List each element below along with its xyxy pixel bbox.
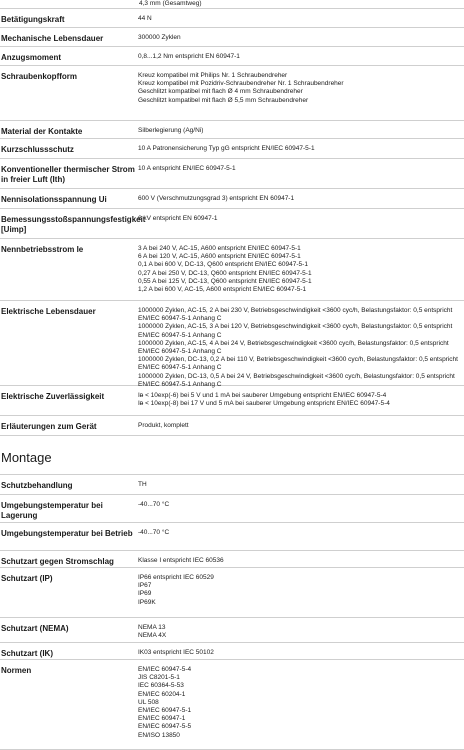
spec-label: Konventioneller thermischer Strom in freier Luft (Ith)	[1, 165, 135, 184]
spec-row	[0, 121, 464, 139]
spec-value	[138, 475, 464, 494]
spec-row	[0, 551, 464, 568]
spec-value-line: JIS C8201-5-1	[138, 674, 180, 682]
spec-label: Material der Kontakte	[1, 127, 83, 136]
spec-label: Mechanische Lebensdauer	[1, 34, 104, 43]
section-title-montage: Montage	[0, 436, 464, 475]
spec-row	[0, 9, 464, 28]
spec-value	[138, 189, 464, 208]
spec-value-line: EN/IEC 60204-1	[138, 690, 186, 698]
spec-label: Nennbetriebsstrom Ie	[1, 245, 84, 254]
spec-value-line: EN/IEC 60947-5-5	[138, 723, 192, 731]
spec-value	[138, 9, 464, 27]
spec-value-line: 300000 Zyklen	[138, 34, 181, 41]
spec-value	[138, 618, 464, 642]
spec-row	[0, 643, 464, 660]
spec-row	[0, 523, 464, 551]
spec-value-line: 3 A bei 240 V, AC-15, A600 entspricht EN/IEC 60947-5-1	[138, 245, 301, 252]
spec-row	[0, 618, 464, 643]
spec-value-line: 44 N	[138, 15, 152, 22]
spec-value	[138, 121, 464, 138]
spec-row	[0, 28, 464, 47]
spec-value	[138, 28, 464, 46]
spec-label: Schutzart (IK)	[1, 649, 53, 658]
spec-value	[138, 568, 464, 617]
spec-value-line: 600 V (Verschmutzungsgrad 3) entspricht EN 60947-1	[138, 195, 295, 202]
spec-label: Schutzart (NEMA)	[1, 624, 69, 633]
spec-value-line: 1000000 Zyklen, AC-15, 2 A bei 230 V, Betriebsgeschwindigkeit <3600 cyc/h, Belastungsfaktor: 0,5 entspricht EN/IEC 60947-5-1 Anhang C	[138, 307, 453, 323]
spec-label: Nennisolationsspannung Ui	[1, 195, 107, 204]
spec-value-line: 1000000 Zyklen, AC-15, 3 A bei 120 V, Betriebsgeschwindigkeit <3600 cyc/h, Belastungsfaktor: 0,5 entspricht EN/IEC 60947-5-1 Anhang C	[138, 323, 453, 339]
spec-row	[0, 47, 464, 66]
spec-value-line: 0,55 A bei 125 V, DC-13, Q600 entspricht EN/IEC 60947-5-1	[138, 277, 312, 285]
spec-row	[0, 660, 464, 750]
spec-label: Schutzart (IP)	[1, 574, 53, 583]
spec-value-line: Geschlitzt kompatibel mit flach Ø 5,5 mm Schraubendreher	[138, 96, 309, 104]
spec-label: Schutzbehandlung	[1, 481, 73, 490]
spec-value-line: TH	[138, 481, 147, 488]
spec-value-line: EN/IEC 60947-5-4	[138, 666, 192, 673]
spec-value-line: Kreuz kompatibel mit Pozidriv-Schraubendreher Nr. 1 Schraubendreher	[138, 80, 344, 88]
spec-value-line: 10 A Patronensicherung Typ gG entspricht EN/IEC 60947-5-1	[138, 145, 315, 152]
spec-value	[138, 416, 464, 435]
spec-value	[138, 551, 464, 567]
spec-value-line: Kreuz kompatibel mit Philips Nr. 1 Schraubendreher	[138, 72, 288, 79]
spec-value-line: Produkt, komplett	[138, 422, 189, 429]
spec-value-line: 1000000 Zyklen, DC-13, 0,5 A bei 24 V, Betriebsgeschwindigkeit <3600 cyc/h, Belastungsfaktor: 0,5 entspricht EN/IEC 60947-5-1 Anhang C	[138, 372, 455, 388]
spec-value-line: EN/ISO 13850	[138, 731, 180, 739]
spec-row	[0, 568, 464, 618]
spec-value	[138, 643, 464, 659]
spec-value-line: NEMA 4X	[138, 632, 167, 640]
spec-value-line: 6 A bei 120 V, AC-15, A600 entspricht EN/IEC 60947-5-1	[138, 253, 301, 261]
spec-row	[0, 475, 464, 495]
spec-value	[138, 386, 464, 415]
spec-row	[0, 301, 464, 386]
spec-row	[0, 139, 464, 159]
spec-value	[138, 47, 464, 65]
spec-value-line: IP67	[138, 582, 152, 590]
spec-row	[0, 66, 464, 121]
spec-value-line: -40...70 °C	[138, 529, 170, 536]
spec-value-line: 0,8...1,2 Nm entspricht EN 60947-1	[138, 53, 240, 60]
spec-value-line: 1,2 A bei 600 V, AC-15, A600 entspricht EN/IEC 60947-5-1	[138, 286, 307, 294]
spec-value-line: -40...70 °C	[138, 501, 170, 508]
spec-row	[0, 386, 464, 416]
spec-value-line: IK03 entspricht IEC 50102	[138, 649, 214, 656]
spec-value	[138, 159, 464, 188]
spec-value-line: 10 A entspricht EN/IEC 60947-5-1	[138, 165, 236, 172]
spec-value-line: UL 508	[138, 698, 159, 706]
spec-value-line: Silberlegierung (Ag/Ni)	[138, 127, 204, 134]
spec-value-line: 0,27 A bei 250 V, DC-13, Q600 entspricht EN/IEC 60947-5-1	[138, 269, 312, 277]
spec-row	[0, 416, 464, 436]
spec-label: Schraubenkopfform	[1, 72, 78, 81]
spec-value	[138, 209, 464, 238]
spec-value	[138, 301, 464, 388]
spec-label: Erläuterungen zum Gerät	[1, 422, 97, 431]
spec-value-line: IP66 entspricht IEC 60529	[138, 574, 214, 581]
spec-label: Umgebungstemperatur bei Lagerung	[1, 501, 103, 520]
spec-value-line: EN/IEC 60947-1	[138, 715, 186, 723]
spec-row	[0, 189, 464, 209]
spec-value-line: IP69	[138, 590, 152, 598]
spec-value	[138, 239, 464, 300]
spec-label: Kurzschlussschutz	[1, 145, 74, 154]
spec-value-line: IP69K	[138, 598, 156, 606]
top-value: 4,3 mm (Gesamtweg)	[0, 0, 464, 9]
spec-row	[0, 495, 464, 523]
spec-label: Elektrische Lebensdauer	[1, 307, 96, 316]
spec-value	[138, 66, 464, 120]
spec-row	[0, 209, 464, 239]
spec-value	[138, 495, 464, 522]
spec-value-line: 0,1 A bei 600 V, DC-13, Q600 entspricht EN/IEC 60947-5-1	[138, 261, 308, 269]
spec-value	[138, 660, 464, 749]
spec-row	[0, 159, 464, 189]
spec-label: Umgebungstemperatur bei Betrieb	[1, 529, 133, 538]
spec-value-line: NEMA 13	[138, 624, 166, 631]
spec-value-line: Iᴃ < 10exp(-8) bei 17 V und 5 mA bei sauberer Umgebung entspricht EN/IEC 60947-5-4	[138, 400, 390, 408]
spec-value-line: EN/IEC 60947-5-1	[138, 707, 192, 715]
spec-label: Bemessungsstoßspannungsfestigkeit [Uimp]	[1, 215, 146, 234]
spec-value	[138, 139, 464, 158]
spec-value-line: Iᴃ < 10exp(-6) bei 5 V und 1 mA bei sauberer Umgebung entspricht EN/IEC 60947-5-4	[138, 392, 387, 399]
spec-label: Elektrische Zuverlässigkeit	[1, 392, 105, 401]
spec-value	[138, 523, 464, 550]
spec-row	[0, 239, 464, 301]
spec-value-line: 1000000 Zyklen, DC-13, 0,2 A bei 110 V, Betriebsgeschwindigkeit <3600 cyc/h, Belastungsfaktor: 0,5 entspricht EN/IEC 60947-5-1 Anhang C	[138, 356, 458, 372]
spec-value-line: Klasse I entspricht IEC 60536	[138, 557, 224, 564]
spec-value-line: 6 kV entspricht EN 60947-1	[138, 215, 218, 222]
spec-value-line: 1000000 Zyklen, AC-15, 4 A bei 24 V, Betriebsgeschwindigkeit <3600 cyc/h, Belastungsfaktor: 0,5 entspricht EN/IEC 60947-5-1 Anhang C	[138, 339, 449, 356]
spec-label: Schutzart gegen Stromschlag	[1, 557, 114, 566]
spec-value-line: Geschlitzt kompatibel mit flach Ø 4 mm Schraubendreher	[138, 88, 303, 96]
spec-label: Normen	[1, 666, 32, 675]
spec-table	[0, 9, 464, 436]
spec-label: Betätigungskraft	[1, 15, 65, 24]
spec-label: Anzugsmoment	[1, 53, 61, 62]
spec-value-line: IEC 60364-5-53	[138, 682, 184, 690]
montage-table	[0, 475, 464, 750]
